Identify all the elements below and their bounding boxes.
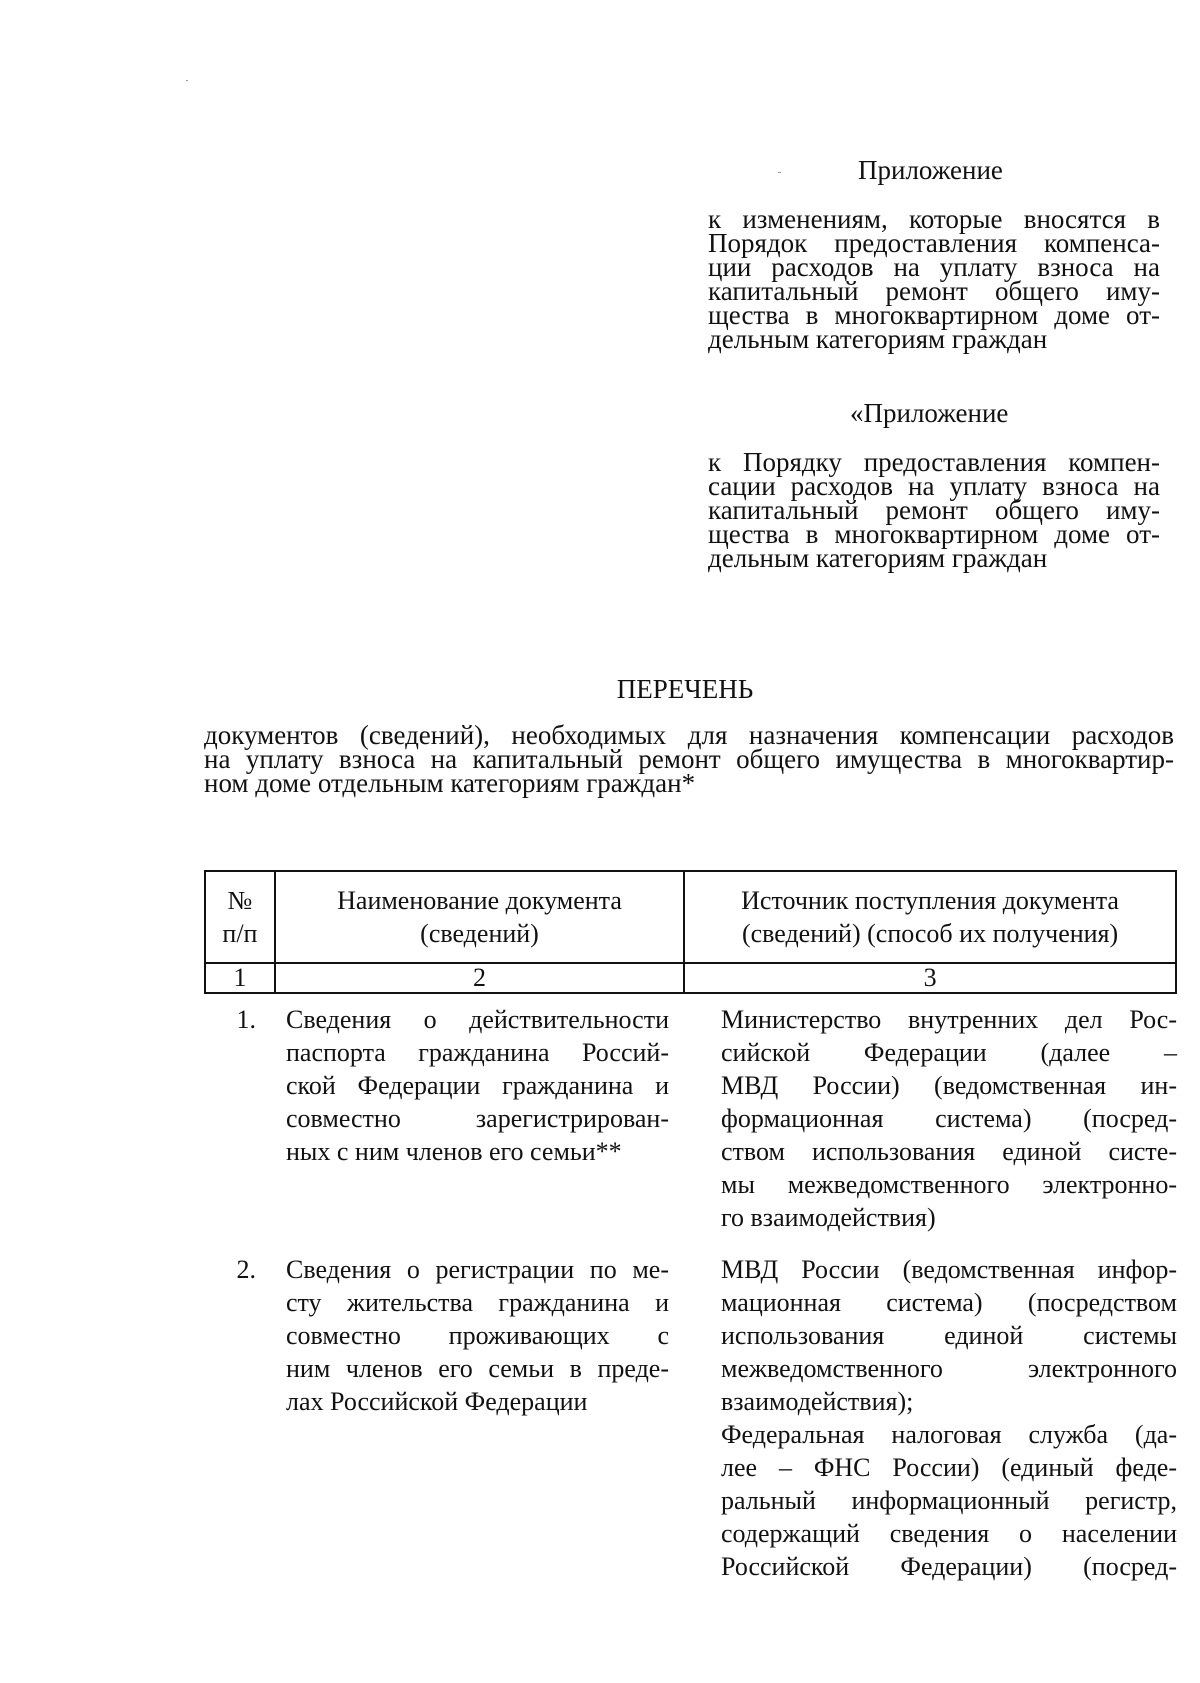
header-num-line2: п/п [222, 919, 258, 948]
row-source [669, 1253, 1177, 1583]
row-source-line: МВД России (ведомственная инфор- [721, 1255, 1177, 1284]
list-subtitle [204, 720, 1174, 798]
appendix2-text-line: капитальный ремонт общего иму- [708, 495, 1160, 525]
appendix2-text-line: сации расходов на уплату взноса на [708, 471, 1160, 501]
row-name-line: Сведения о действительности [286, 1005, 669, 1034]
header-source-line2: (сведений) (способ их получения) [741, 919, 1119, 948]
row-number: 1. [236, 1005, 256, 1034]
documents-table-header [204, 870, 1177, 994]
row-source-line: Министерство внутренних дел Рос- [721, 1005, 1177, 1034]
documents-table-body [204, 1003, 1177, 1583]
header-num-line1: № [227, 886, 253, 915]
appendix-text-line: капитальный ремонт общего иму- [708, 276, 1160, 306]
table-row [204, 1003, 1177, 1253]
row-source-line: мационная система) (посредством [721, 1288, 1177, 1317]
row-source-line: взаимодействия); [721, 1387, 914, 1416]
row-source-line: мы межведомственного электронно- [721, 1170, 1177, 1199]
list-title: ПЕРЕЧЕНЬ [616, 674, 754, 704]
row-name [274, 1253, 669, 1583]
header-source-line1: Источник поступления документа [741, 886, 1119, 915]
row-name-line: паспорта гражданина Россий- [286, 1038, 669, 1067]
header-source [684, 871, 1176, 963]
appendix-text [708, 204, 1160, 354]
row-source-line: лее – ФНС России) (единый феде- [721, 1453, 1177, 1482]
row-name-line: совместно проживающих с [286, 1321, 669, 1350]
row-source-line: ральный информационный регистр, [721, 1486, 1177, 1515]
appendix-text-line: дельным категориям граждан [708, 324, 1048, 354]
row-source [669, 1003, 1177, 1253]
row-name-line: лах Российской Федерации [286, 1387, 588, 1416]
header-name-line1: Наименование документа [337, 886, 622, 915]
row-number: 2. [236, 1255, 256, 1284]
row-source-line: использования единой системы [721, 1321, 1177, 1350]
column-number: 1 [205, 963, 275, 993]
row-source-line: МВД России) (ведомственная ин- [721, 1071, 1177, 1100]
appendix-text-line: щества в многоквартирном доме от- [708, 300, 1160, 330]
table-row [204, 1253, 1177, 1583]
column-number: 2 [275, 963, 684, 993]
header-name [275, 871, 684, 963]
header-num [205, 871, 275, 963]
appendix2-text [708, 447, 1160, 573]
header-name-line2: (сведений) [420, 919, 539, 948]
row-source-line: сийской Федерации (далее – [721, 1038, 1177, 1067]
row-source-line: формационная система) (посред- [721, 1104, 1177, 1133]
appendix-text-line: к изменениям, которые вносятся в [708, 204, 1160, 234]
scan-mark [778, 172, 781, 173]
appendix2-text-line: дельным категориям граждан [708, 543, 1048, 573]
appendix-text-line: Порядок предоставления компенса- [708, 228, 1160, 258]
appendix2-text-line: щества в многоквартирном доме от- [708, 519, 1160, 549]
row-name [274, 1003, 669, 1253]
row-name-line: сту жительства гражданина и [286, 1288, 669, 1317]
row-source-line: го взаимодействия) [721, 1203, 936, 1232]
row-source-line: содержащий сведения о населении [721, 1519, 1177, 1548]
scan-mark [186, 80, 188, 81]
row-source-line: межведомственного электронного [721, 1354, 1177, 1383]
row-name-line: ных с ним членов его семьи** [286, 1137, 622, 1166]
row-name-line: Сведения о регистрации по ме- [286, 1255, 669, 1284]
row-name-line: ним членов его семьи в преде- [286, 1354, 669, 1383]
row-source-line: Федеральная налоговая служба (да- [721, 1420, 1177, 1449]
list-subtitle-line: документов (сведений), необходимых для назначения компенсации расходов [204, 720, 1174, 750]
row-source-line: ством использования единой систе- [721, 1137, 1177, 1166]
appendix-title: Приложение [858, 155, 1003, 185]
column-number: 3 [684, 963, 1176, 993]
row-name-line: совместно зарегистрирован- [286, 1104, 669, 1133]
appendix-text-line: ции расходов на уплату взноса на [708, 252, 1160, 282]
row-source-line: Российской Федерации) (посред- [721, 1552, 1177, 1581]
row-name-line: ской Федерации гражданина и [286, 1071, 669, 1100]
appendix2-title: «Приложение [850, 398, 1009, 428]
list-subtitle-line: на уплату взноса на капитальный ремонт общего имущества в многоквартир- [204, 744, 1174, 774]
appendix2-text-line: к Порядку предоставления компен- [708, 447, 1160, 477]
list-subtitle-line: ном доме отдельным категориям граждан* [204, 768, 696, 798]
